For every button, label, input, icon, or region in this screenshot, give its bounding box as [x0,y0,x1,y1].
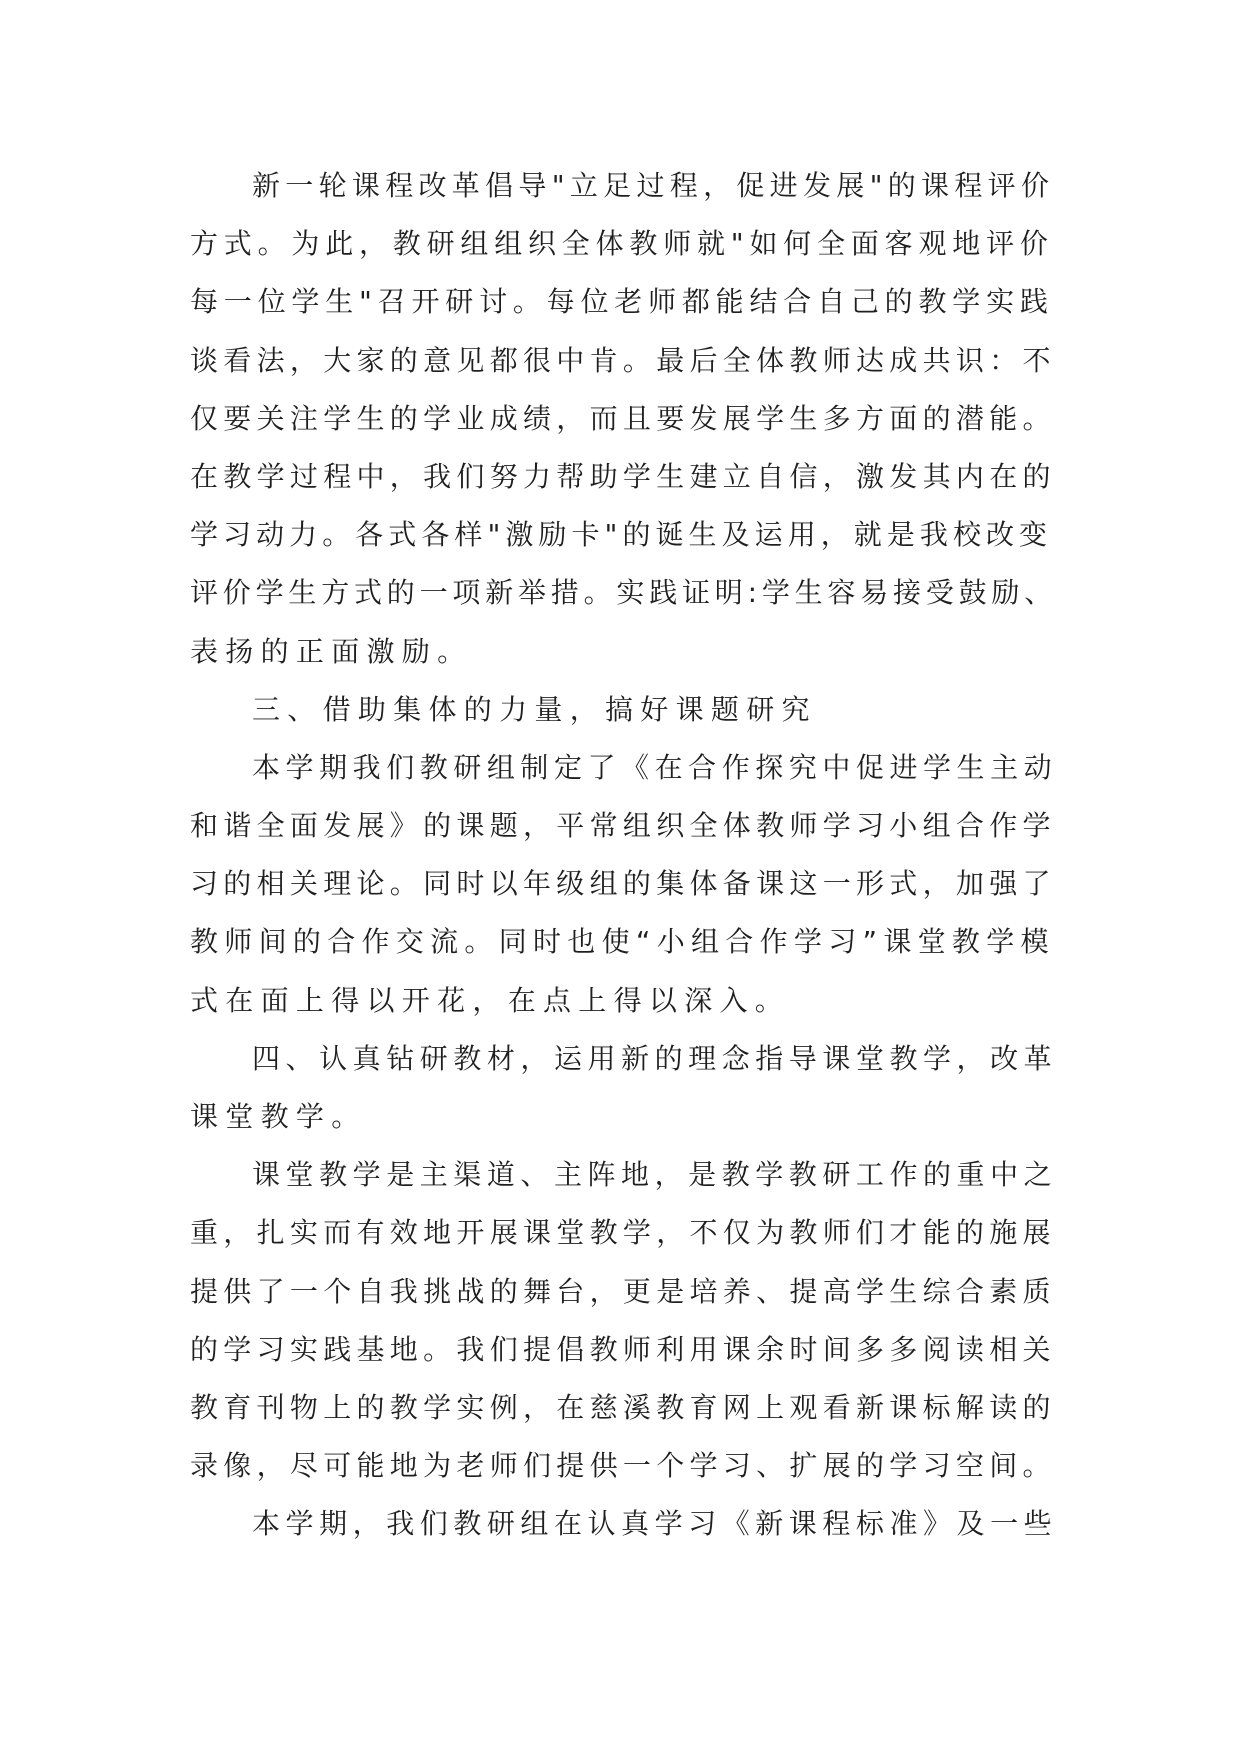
text-line: 教育刊物上的教学实例，在慈溪教育网上观看新课标解读的 [190,1390,1056,1424]
text-line: 和谐全面发展》的课题，平常组织全体教师学习小组合作学 [190,809,1056,843]
text-line: 学习动力。各式各样"激励卡"的诞生及运用，就是我校改变 [190,518,1053,552]
text-line: 方式。为此，教研组组织全体教师就"如何全面客观地评价 [190,227,1054,261]
text-line: 在教学过程中，我们努力帮助学生建立自信，激发其内在的 [190,459,1056,493]
text-line: 表扬的正面激励。 [190,634,473,668]
text-line: 四、认真钻研教材，运用新的理念指导课堂教学，改革 [252,1041,1058,1075]
text-line: 本学期，我们教研组在认真学习《新课程标准》及一些 [252,1507,1058,1541]
text-line: 习的相关理论。同时以年级组的集体备课这一形式，加强了 [190,867,1056,901]
text-line: 提供了一个自我挑战的舞台，更是培养、提高学生综合素质 [190,1274,1056,1308]
text-line: 重，扎实而有效地开展课堂教学，不仅为教师们才能的施展 [190,1216,1056,1250]
text-line: 谈看法，大家的意见都很中肯。最后全体教师达成共识：不 [190,343,1056,377]
document-body [190,157,1058,1554]
text-line: 新一轮课程改革倡导"立足过程，促进发展"的课程评价 [252,169,1055,202]
text-line: 的学习实践基地。我们提倡教师利用课余时间多多阅读相关 [190,1332,1056,1366]
text-line: 每一位学生"召开研讨。每位老师都能结合自己的教学实践 [190,285,1054,319]
text-line: 录像，尽可能地为老师们提供一个学习、扩展的学习空间。 [190,1449,1056,1483]
text-line: 课堂教学。 [190,1100,367,1133]
text-line: 本学期我们教研组制定了《在合作探究中促进学生主动 [252,750,1058,784]
text-line: 评价学生方式的一项新举措。实践证明:学生容易接受鼓励、 [190,576,1058,610]
text-line: 仅要关注学生的学业成绩，而且要发展学生多方面的潜能。 [190,401,1056,435]
text-line: 教师间的合作交流。同时也使“小组合作学习”课堂教学模 [190,925,1055,959]
text-line: 课堂教学是主渠道、主阵地，是教学教研工作的重中之 [252,1158,1058,1192]
text-line: 式在面上得以开花，在点上得以深入。 [190,983,791,1017]
text-line: 三、借助集体的力量，搞好课题研究 [252,692,817,726]
